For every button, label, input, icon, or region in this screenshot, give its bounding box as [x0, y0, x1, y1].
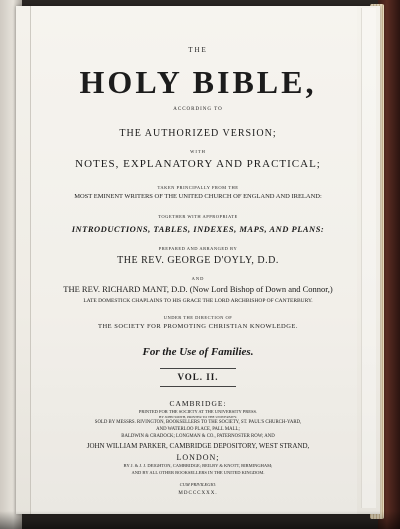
- chaplains-line: LATE DOMESTICK CHAPLAINS TO HIS GRACE THE LORD ARCHBISHOP OF CANTERBURY.: [83, 298, 313, 304]
- families-line: For the Use of Families.: [142, 346, 254, 358]
- version-line: THE AUTHORIZED VERSION;: [119, 128, 277, 139]
- volume-number: VOL. II.: [177, 372, 219, 382]
- bottom-shadow: [0, 511, 400, 529]
- under-line: UNDER THE DIRECTION OF: [163, 315, 233, 320]
- notes-line: NOTES, EXPLANATORY AND PRACTICAL;: [75, 158, 321, 170]
- deighton-line: BY J. & J. J. DEIGHTON, CAMBRIDGE; BEILBY & KNOTT, BIRMINGHAM;: [123, 463, 273, 468]
- printer-line: BY JOHN SMITH, PRINTER TO THE UNIVERSITY.: [159, 415, 237, 419]
- volume-rule-bottom: [160, 386, 236, 387]
- writers-line: MOST EMINENT WRITERS OF THE UNITED CHURCH OF ENGLAND AND IRELAND:: [74, 193, 322, 200]
- sold-by-line: SOLD BY MESSRS. RIVINGTON, BOOKSELLERS TO THE SOCIETY, ST. PAUL'S CHURCH-YARD,: [94, 420, 302, 425]
- all-booksellers-line: AND BY ALL OTHER BOOKSELLERS IN THE UNITED KINGDOM.: [131, 470, 265, 475]
- society-line: THE SOCIETY FOR PROMOTING CHRISTIAN KNOWLEDGE.: [97, 323, 299, 330]
- london-line: LONDON;: [176, 453, 220, 462]
- printed-line: PRINTED FOR THE SOCIETY AT THE UNIVERSITY PRESS.: [138, 409, 258, 414]
- editor-mant: THE REV. RICHARD MANT, D.D. (Now Lord Bishop of Down and Connor,): [63, 284, 333, 294]
- main-title: HOLY BIBLE,: [79, 64, 317, 100]
- year-line: MDCCCXXX.: [178, 491, 218, 496]
- baldwin-line: BALDWIN & CRADOCK; LONGMAN & CO., PATERNOSTER ROW; AND: [121, 434, 275, 439]
- waterloo-line: AND WATERLOO PLACE, PALL MALL;: [156, 427, 240, 432]
- contents-line: INTRODUCTIONS, TABLES, INDEXES, MAPS, AND PLANS:: [71, 224, 325, 234]
- and-line: AND: [191, 276, 205, 281]
- editor-doyly: THE REV. GEORGE D'OYLY, D.D.: [117, 255, 279, 266]
- parker-line: JOHN WILLIAM PARKER, CAMBRIDGE DEPOSITORY, WEST STRAND,: [86, 442, 310, 450]
- volume-rule-top: [160, 368, 236, 369]
- taken-line: TAKEN PRINCIPALLY FROM THE: [157, 185, 239, 190]
- imprint-place: CAMBRIDGE:: [169, 399, 227, 408]
- privilege-line: CUM PRIVILEGIO.: [179, 482, 217, 487]
- according-to: ACCORDING TO: [173, 107, 223, 112]
- title-the: THE: [188, 46, 208, 54]
- prepared-line: PREPARED AND ARRANGED BY: [158, 246, 238, 251]
- together-line: TOGETHER WITH APPROPRIATE: [158, 214, 238, 219]
- with-line: WITH: [190, 149, 206, 154]
